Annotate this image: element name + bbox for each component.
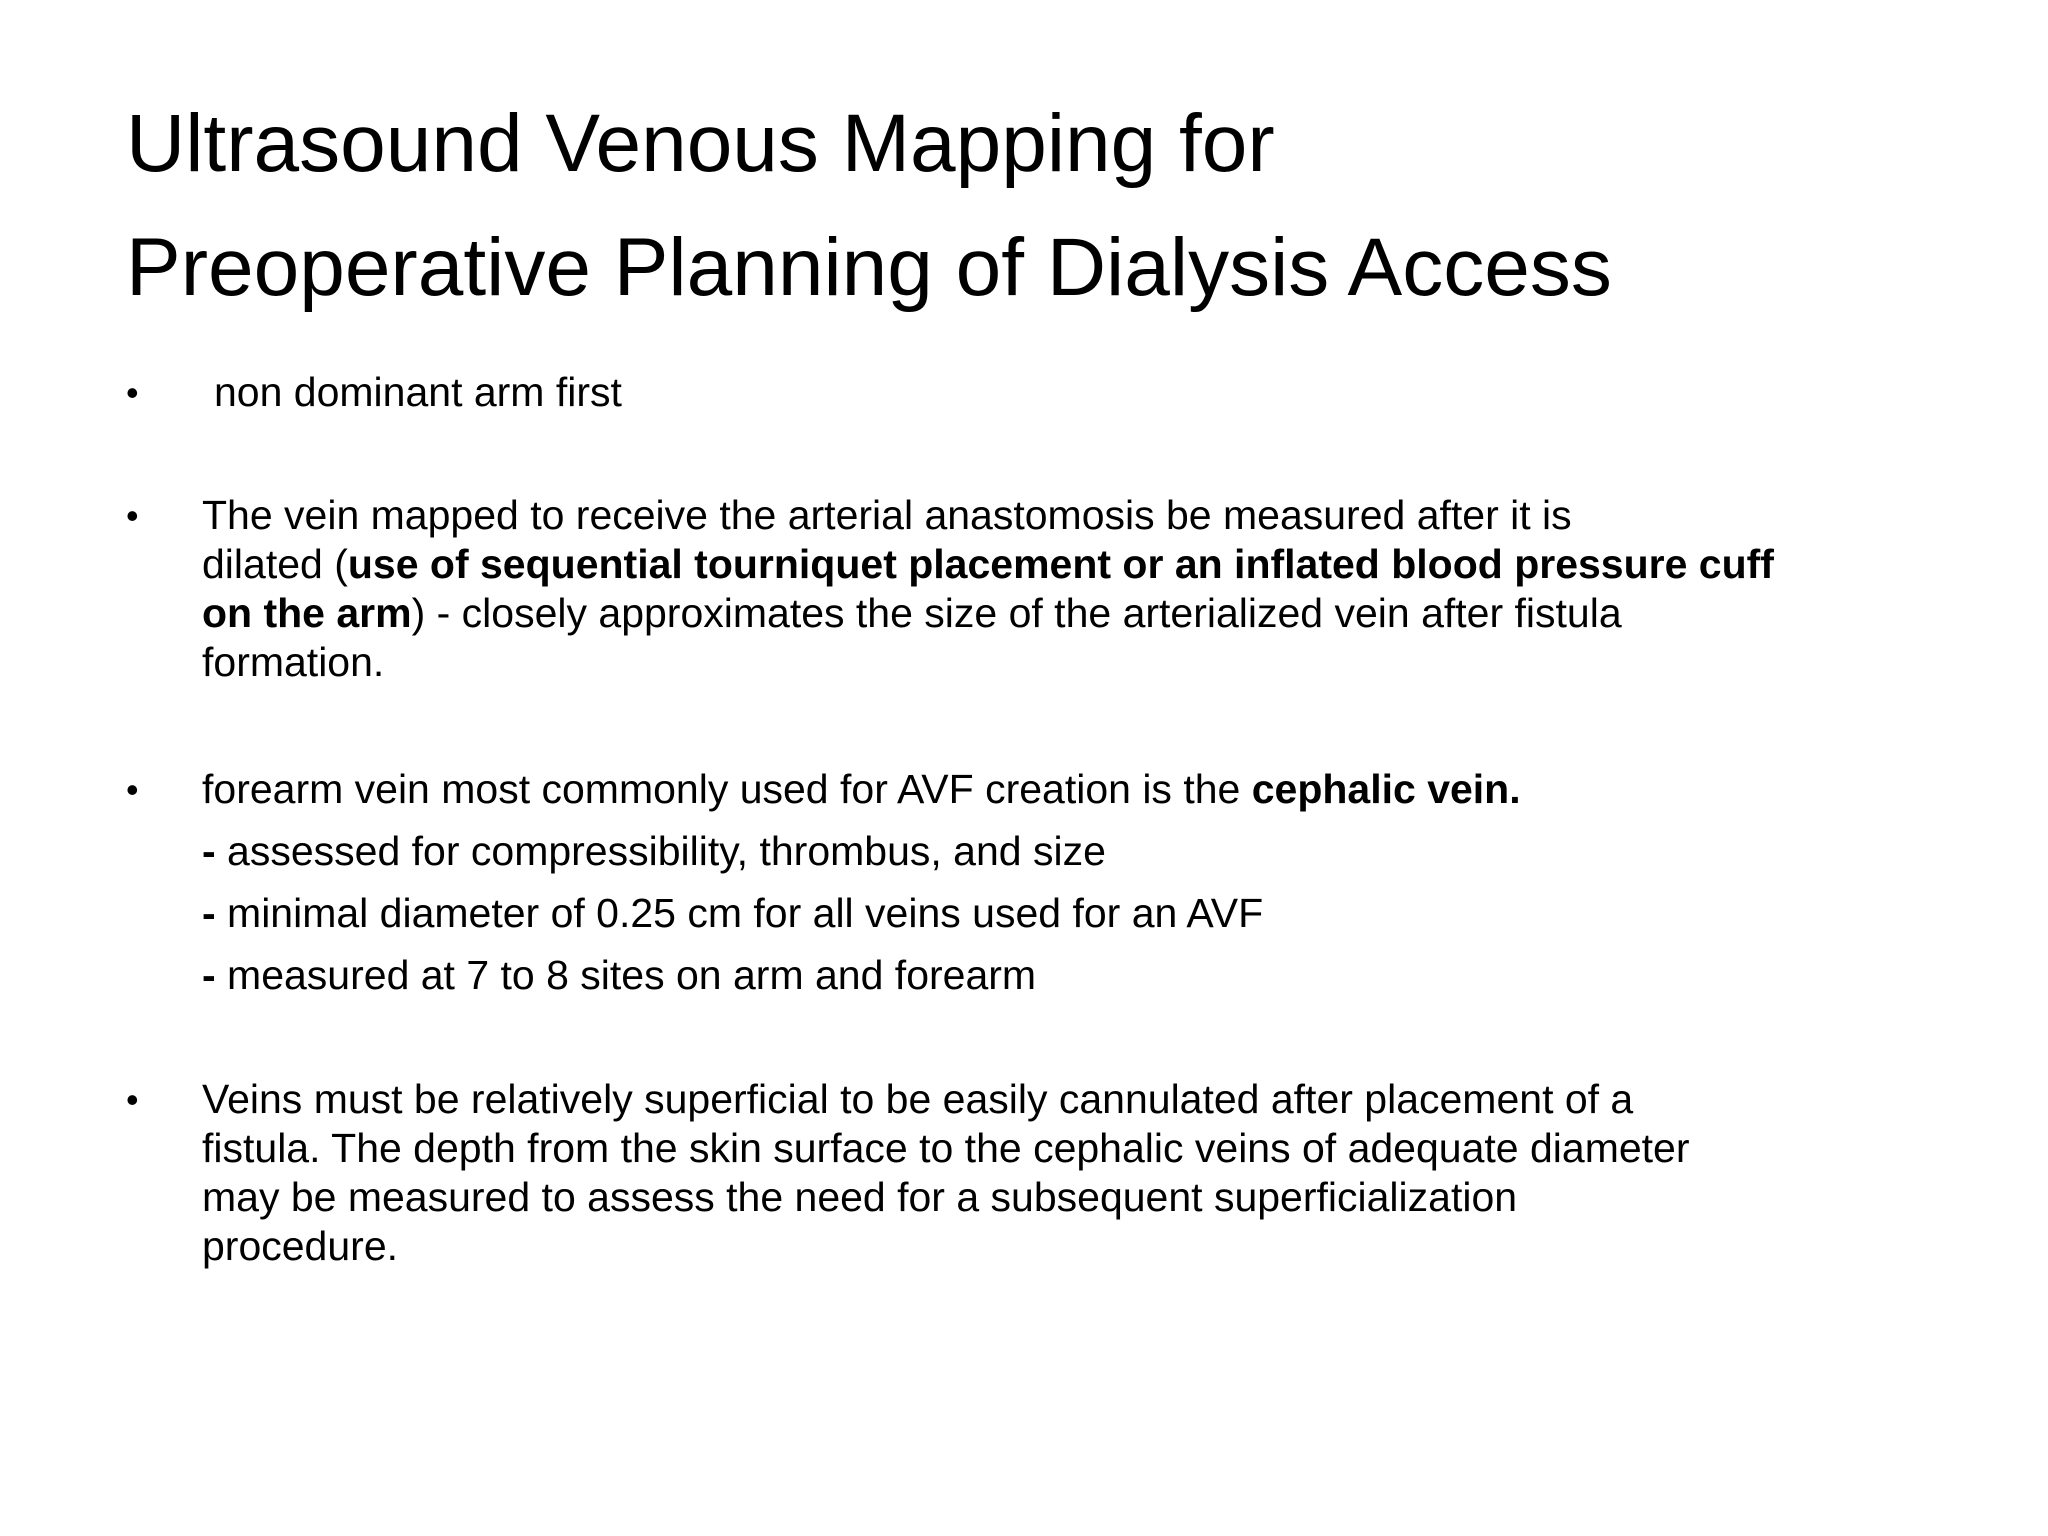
sub-item-3-text: measured at 7 to 8 sites on arm and forearm [215, 952, 1037, 998]
bullet-3-line-1-bold: cephalic vein. [1251, 766, 1521, 812]
sub-item-dash: - [202, 828, 216, 874]
slide-title [126, 82, 1946, 330]
bullet-2-line-3-bold: on the arm [202, 590, 412, 636]
bullet-2-line-3 [202, 589, 1902, 638]
bullet-4-line-1: Veins must be relatively superficial to be easily cannulated after placement of a [202, 1076, 1634, 1122]
bullet-4-line-3: may be measured to assess the need for a subsequent superficialization [202, 1174, 1518, 1220]
bullet-4-line-2: fistula. The depth from the skin surface to the cephalic veins of adequate diameter [202, 1125, 1690, 1171]
slide-title-line-1: Ultrasound Venous Mapping for [126, 98, 1275, 189]
bullet-text [202, 491, 1902, 687]
bullet-marker: • [126, 372, 139, 413]
bullet-marker: • [126, 1079, 139, 1120]
sub-item-1-text: assessed for compressibility, thrombus, and size [215, 828, 1106, 874]
bullet-text [214, 368, 1914, 417]
bullet-marker: • [126, 769, 139, 810]
slide-title-line-2: Preoperative Planning of Dialysis Access [126, 222, 1612, 313]
bullet-2-line-1: The vein mapped to receive the arterial anastomosis be measured after it is [202, 492, 1572, 538]
bullet-text [202, 1075, 1902, 1271]
bullet-2-line-2-plain: dilated ( [202, 541, 348, 587]
bullet-3-line-1 [202, 765, 1902, 814]
bullet-3-line-1-plain: forearm vein most commonly used for AVF creation is the [202, 766, 1252, 812]
sub-item-dash: - [202, 952, 216, 998]
bullet-2-line-4: formation. [202, 639, 385, 685]
sub-item-1 [202, 827, 1902, 876]
sub-item-dash: - [202, 890, 216, 936]
bullet-marker: • [126, 495, 139, 536]
sub-item-3 [202, 951, 1902, 1000]
bullet-2-line-2 [202, 540, 1902, 589]
bullet-4-line-4: procedure. [202, 1223, 399, 1269]
bullet-2-line-2-bold: use of sequential tourniquet placement or an inflated blood pressure cuff [347, 541, 1774, 587]
bullet-1-text: non dominant arm first [214, 369, 622, 415]
bullet-2-line-3-plain: ) - closely approximates the size of the arterialized vein after fistula [411, 590, 1622, 636]
sub-item-2-text: minimal diameter of 0.25 cm for all veins used for an AVF [215, 890, 1264, 936]
sub-item-2 [202, 889, 1902, 938]
bullet-text [202, 765, 1902, 1000]
